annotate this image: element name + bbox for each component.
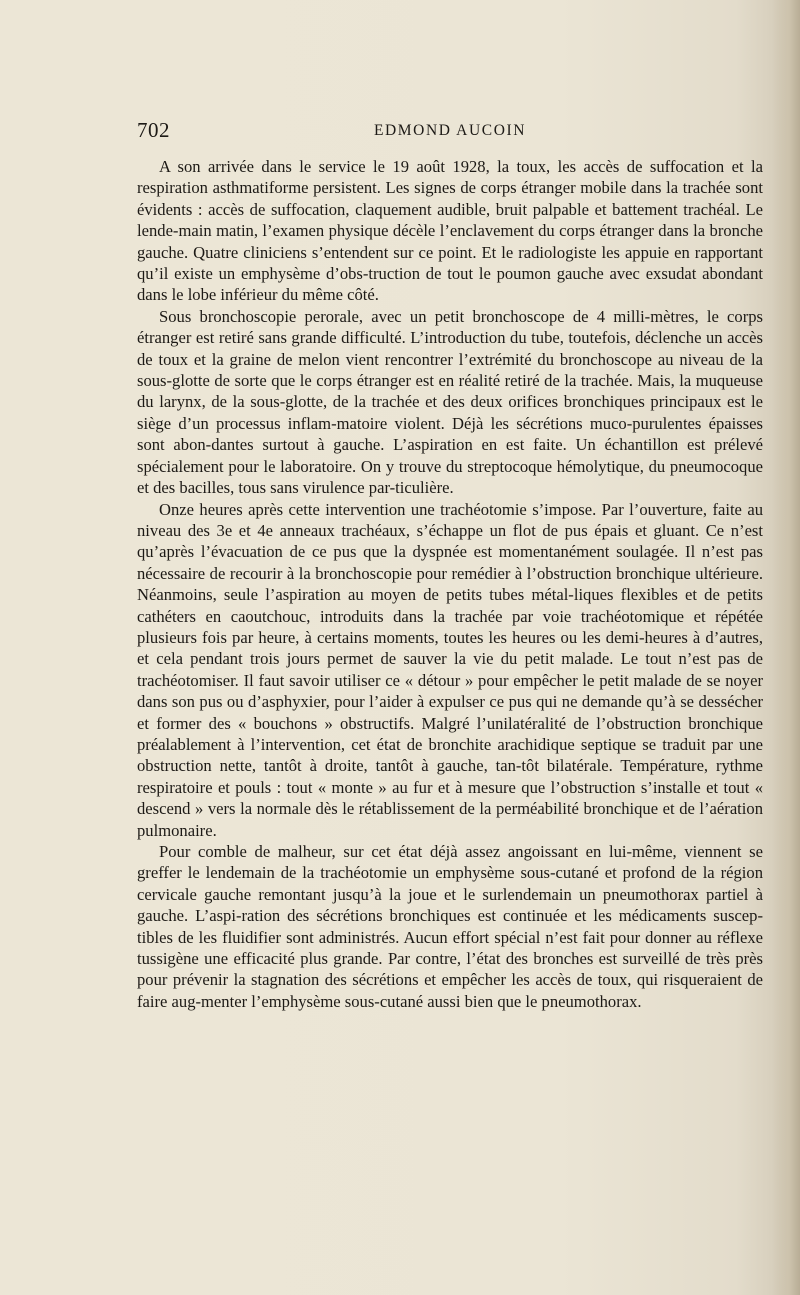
paragraph-4: Pour comble de malheur, sur cet état déjà assez angoissant en lui-même, viennent se greffer le lendemain de la trachéotomie un emphysème sous-cutané et profond de la région cervicale gauche remontant jusqu’à la joue et le surlendemain un pneumothorax partiel à gauche. L’aspi-ration des sécrétions bronchiques est continuée et les médicaments suscep-tibles de les fluidifier sont administrés. Aucun effort spécial n’est fait pour donner au réflexe tussigène une efficacité plus grande. Par contre, l’état des bronches est surveillé de très près pour prévenir la stagnation des sécrétions et empêcher les accès de toux, qui risqueraient de faire aug-menter l’emphysème sous-cutané aussi bien que le pneumothorax. bbox=[137, 842, 763, 1011]
paragraph-3: Onze heures après cette intervention une trachéotomie s’impose. Par l’ouverture, faite au niveau des 3e et 4e anneaux trachéaux, s’échappe un flot de pus épais et gluant. Ce n’est qu’après l’évacuation de ce pus que la dyspnée est momentanément soulagée. Il n’est pas nécessaire de recourir à la bronchoscopie pour remédier à l’obstruction bronchique ultérieure. Néanmoins, seule l’aspiration au moyen de petits tubes métal-liques flexibles et de petits cathéters en caoutchouc, introduits dans la trachée par voie trachéotomique et répétée plusieurs fois par heure, à certains moments, toutes les heures ou les demi-heures à d’autres, et cela pendant trois jours permet de sauver la vie du petit malade. Le tout n’est pas de trachéotomiser. Il faut savoir utiliser ce « détour » pour empêcher le petit malade de se noyer dans son pus ou d’asphyxier, pour l’aider à expulser ce pus qui ne demande qu’à se dessécher et former des « bouchons » obstructifs. Malgré l’unilatéralité de l’obstruction bronchique préalablement à l’intervention, cet état de bronchite arachidique septique se traduit par une obstruction nette, tantôt à droite, tantôt à gauche, tan-tôt bilatérale. Température, rythme respiratoire et pouls : tout « monte » au fur et à mesure que l’obstruction s’installe et tout « descend » vers la normale dès le rétablissement de la perméabilité bronchique et de l’aération pulmonaire. bbox=[137, 499, 763, 840]
page-header bbox=[137, 118, 763, 146]
running-head: EDMOND AUCOIN bbox=[373, 122, 527, 139]
page-edge-shadow bbox=[772, 0, 800, 1295]
body-text bbox=[137, 156, 763, 1012]
page-number: 702 bbox=[137, 118, 170, 142]
paragraph-1: A son arrivée dans le service le 19 août 1928, la toux, les accès de suffocation et la respiration asthmatiforme persistent. Les signes de corps étranger mobile dans la trachée sont évidents : accès de suffocation, claquement audible, bruit palpable et battement trachéal. Le lende-main matin, l’examen physique décèle l’enclavement du corps étranger dans la bronche gauche. Quatre cliniciens s’entendent sur ce point. Et le radiologiste les appuie en rapportant qu’il existe un emphysème d’obs-truction de tout le poumon gauche avec exsudat abondant dans le lobe inférieur du même côté. bbox=[137, 157, 763, 305]
paragraph-2: Sous bronchoscopie perorale, avec un petit bronchoscope de 4 milli-mètres, le corps étranger est retiré sans grande difficulté. L’introduction du tube, toutefois, déclenche un accès de toux et la graine de melon vient rencontrer l’extrémité du bronchoscope au niveau de la sous-glotte de sorte que le corps étranger est en réalité retiré de la trachée. Mais, la muqueuse du larynx, de la sous-glotte, de la trachée et des deux orifices bronchiques principaux est le siège d’un processus inflam-matoire violent. Déjà les sécrétions muco-purulentes épaisses sont abon-dantes surtout à gauche. L’aspiration en est faite. Un échantillon est prélevé spécialement pour le laboratoire. On y trouve du streptocoque hémolytique, du pneumocoque et des bacilles, tous sans virulence par-ticulière. bbox=[137, 306, 763, 498]
